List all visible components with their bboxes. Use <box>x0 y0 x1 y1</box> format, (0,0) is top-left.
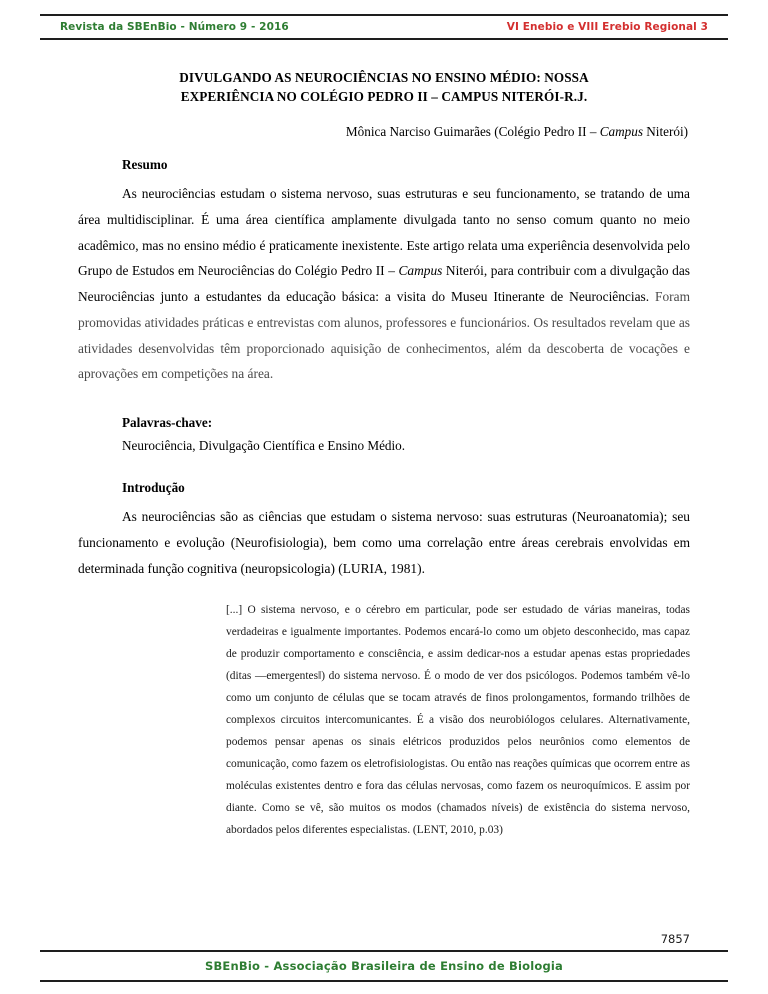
document-content <box>78 68 690 841</box>
author-suffix: Niterói) <box>642 124 688 140</box>
block-quotation: [...] O sistema nervoso, e o cérebro em particular, pode ser estudado de várias maneiras, todas verdadeiras e igualmente importantes. Podemos encará-lo como um objeto desconhecido, mas capaz de produzir comportamento e consciência, e assim dedicar-nos a estudar apenas estas propriedades (ditas ―emergentes‖) do sistema nervoso. É o modo de ver dos psicólogos. Podemos também vê-lo como um conjunto de células que se tocam através de finos prolongamentos, formando trilhões de complexos circuitos intercomunicantes. É a visão dos neurobiólogos celulares. Alternativamente, podemos pensar apenas os sinais elétricos produzidos pelos neurônios como elementos de comunicação, como fazem os eletrofisiologistas. Ou então nas reações químicas que ocorrem entre as moléculas existentes dentro e fora das células nervosas, como fazem os neuroquímicos. E assim por diante. Como se vê, são muitos os modos (chamados níveis) de existência do sistema nervoso, abordados pelos diferentes especialistas. (LENT, 2010, p.03) <box>226 604 690 837</box>
page-footer <box>40 950 728 982</box>
keywords-list: Neurociência, Divulgação Científica e Ensino Médio. <box>122 438 406 454</box>
footer-organization: SBEnBio - Associação Brasileira de Ensino de Biologia <box>204 959 564 973</box>
header-event-info: VI Enebio e VIII Erebio Regional 3 <box>506 21 708 33</box>
keywords-heading: Palavras-chave: <box>122 415 213 431</box>
author-campus-italic: Campus <box>599 124 643 140</box>
abstract-paragraph <box>78 181 690 387</box>
author-line <box>78 124 690 140</box>
introduction-heading: Introdução <box>122 480 185 496</box>
abstract-campus-italic: Campus <box>398 263 443 279</box>
keywords-block <box>78 415 690 454</box>
page-header <box>40 14 728 40</box>
introduction-paragraph: As neurociências são as ciências que estudam o sistema nervoso: suas estruturas (Neuroanatomia); seu funcionamento e evolução (Neurofisiologia), bem como uma correlação entre áreas cerebrais envolvidas em determinada função cognitiva (neuropsicologia) (LURIA, 1981). <box>78 509 690 576</box>
author-prefix: Mônica Narciso Guimarães (Colégio Pedro II – <box>345 124 600 140</box>
header-journal-info: Revista da SBEnBio - Número 9 - 2016 <box>60 21 289 33</box>
abstract-text-part3: Foram promovidas atividades práticas e entrevistas com alunos, professores e funcionários. Os resultados revelam que as atividades desenvolvidas têm proporcionado aquisição de conhecimentos, além da descoberta de vocações e aprovações em competições na área. <box>78 289 690 382</box>
abstract-text-part1: As neurociências estudam o sistema nervoso, suas estruturas e seu funcionamento, se tratando de uma área multidisciplinar. É uma área científica amplamente divulgada tanto no senso comum quanto no meio acadêmico, mas no ensino médio é praticamente inexistente. Este artigo relata uma experiência desenvolvida pelo Grupo de Estudos em Neurociências do Colégio Pedro II – <box>78 186 690 279</box>
page-title: DIVULGANDO AS NEUROCIÊNCIAS NO ENSINO MÉDIO: NOSSA EXPERIÊNCIA NO COLÉGIO PEDRO II – CAMPUS NITERÓI-R.J. <box>179 70 589 105</box>
page-number: 7857 <box>660 932 690 946</box>
abstract-text-part2: Niterói, para contribuir com a divulgação das Neurociências junto a estudantes da educação básica: a visita do Museu Itinerante de Neurociências. <box>78 263 690 305</box>
abstract-heading: Resumo <box>122 157 168 173</box>
